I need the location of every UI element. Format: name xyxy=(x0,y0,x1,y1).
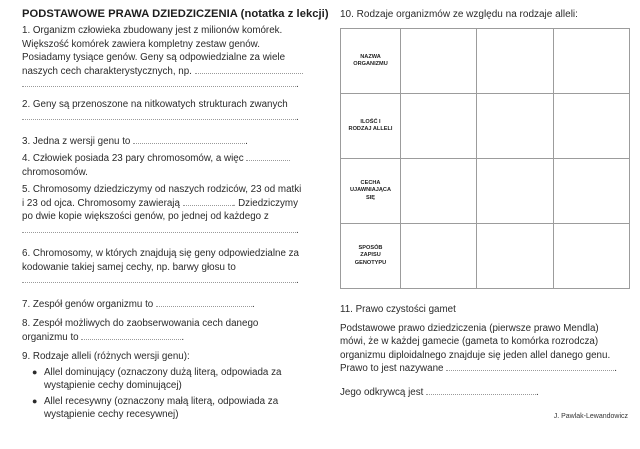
section-11-line-5-end: . xyxy=(536,386,539,398)
item-5-blank-2[interactable] xyxy=(22,224,296,233)
item-2-line-2 xyxy=(22,111,322,125)
row-header-line: RODZAJ ALLELI xyxy=(348,126,393,132)
item-1-line-4-text: naszych cech charakterystycznych, np. xyxy=(22,65,192,77)
allele-recessive xyxy=(32,395,322,422)
row-header-trait xyxy=(341,159,401,224)
table-row xyxy=(341,224,630,289)
table-cell[interactable] xyxy=(401,159,477,224)
row-header-line: SPOSÓB xyxy=(358,244,383,251)
table-cell[interactable] xyxy=(477,224,553,289)
item-1-line-5 xyxy=(22,78,322,92)
item-5-line-2-text: i 23 od ojca. Chromosomy zawierają xyxy=(22,197,180,209)
item-7 xyxy=(22,298,322,312)
item-4-line-1 xyxy=(22,152,322,166)
item-5-blank-1[interactable] xyxy=(183,197,233,206)
section-11-line-4-end: . xyxy=(614,363,617,374)
row-header-line: SIĘ xyxy=(365,194,376,201)
section-11-line-2: mówi, że w każdej gamecie (gameta to komórka rozrodcza) xyxy=(340,336,599,347)
item-6-end: . xyxy=(296,275,299,286)
item-8-line-2 xyxy=(22,331,322,345)
section-11-blank-1[interactable] xyxy=(446,362,614,371)
item-5-line-3: po dwie kopie większości genów, po jednej od każdego z xyxy=(22,211,269,222)
section-10-title: 10. Rodzaje organizmów ze względu na rodzaje alleli: xyxy=(340,9,578,20)
item-2-line-1: 2. Geny są przenoszone na nitkowatych strukturach zwanych xyxy=(22,98,288,110)
allele-dominant-line-1: Allel dominujący (oznaczony dużą literą, odpowiada za xyxy=(44,366,282,378)
section-11-line-5-text: Jego odkrywcą jest xyxy=(340,386,424,398)
item-1-blank-2[interactable] xyxy=(22,78,296,87)
item-5-line-2-end: . Dziedziczymy xyxy=(232,197,298,209)
item-2-blank[interactable] xyxy=(22,111,296,120)
item-3-blank[interactable] xyxy=(133,135,245,144)
section-11-line-4 xyxy=(340,362,630,376)
table-cell[interactable] xyxy=(553,29,629,94)
item-1-end: . xyxy=(296,79,299,90)
item-1-blank-1[interactable] xyxy=(195,65,303,74)
item-9 xyxy=(22,350,322,422)
table-cell[interactable] xyxy=(553,159,629,224)
row-header-line: ILOŚĆ I xyxy=(360,118,381,125)
item-4-line-2: chromosomów. xyxy=(22,166,88,178)
section-11-blank-2[interactable] xyxy=(426,386,536,395)
item-6 xyxy=(22,247,322,288)
item-5-line-2 xyxy=(22,197,322,211)
section-11-line-4-text: Prawo to jest nazywane xyxy=(340,363,444,374)
item-1-line-3: Posiadamy tysiące genów. Geny są odpowiedzialne za wiele xyxy=(22,52,286,63)
item-8-blank[interactable] xyxy=(81,331,181,340)
allele-list xyxy=(32,366,322,422)
item-6-blank[interactable] xyxy=(22,274,296,283)
author-signature: J. Pawlak-Lewandowicz xyxy=(553,413,628,420)
item-4 xyxy=(22,152,322,179)
table-cell[interactable] xyxy=(477,94,553,159)
table-row xyxy=(341,159,630,224)
row-header-genotype-notation xyxy=(341,224,401,289)
table-cell[interactable] xyxy=(553,94,629,159)
table-row xyxy=(341,94,630,159)
table-cell[interactable] xyxy=(553,224,629,289)
section-11 xyxy=(340,303,630,399)
item-8-end: . xyxy=(181,331,185,343)
table-cell[interactable] xyxy=(477,29,553,94)
item-8-line-2-text: organizmu to xyxy=(22,331,79,343)
table-cell[interactable] xyxy=(401,29,477,94)
item-4-blank[interactable] xyxy=(246,152,290,161)
item-1-line-4 xyxy=(22,65,322,79)
item-7-end: . xyxy=(251,298,255,310)
left-column xyxy=(22,8,329,424)
table-cell[interactable] xyxy=(401,94,477,159)
allele-dominant-line-2: wystąpienie cechy dominującej) xyxy=(44,380,182,391)
allele-dominant xyxy=(32,366,322,393)
item-5 xyxy=(22,183,322,237)
row-header-organism-name xyxy=(341,29,401,94)
allele-recessive-line-2: wystąpienie cechy recesywnej) xyxy=(44,409,179,420)
table-row xyxy=(341,29,630,94)
section-11-line-3: organizmu diploidalnego znajduje się jeden allel danego genu. xyxy=(340,349,611,361)
bullet-icon: ● xyxy=(32,366,38,377)
section-11-line-5 xyxy=(340,386,630,400)
item-3 xyxy=(22,135,322,149)
row-header-allele-count xyxy=(341,94,401,159)
item-3-text: 3. Jedna z wersji genu to xyxy=(22,135,131,147)
item-1-line-2: Większość komórek zawiera kompletny zestaw genów. xyxy=(22,38,260,50)
row-header-line: UJAWNIAJĄCA xyxy=(349,187,392,194)
item-6-line-3 xyxy=(22,274,322,288)
table-cell[interactable] xyxy=(477,159,553,224)
row-header-line: NAZWA xyxy=(360,53,381,60)
item-9-text: 9. Rodzaje alleli (różnych wersji genu): xyxy=(22,351,190,362)
item-1 xyxy=(22,24,322,92)
table-cell[interactable] xyxy=(401,224,477,289)
item-5-end: . xyxy=(296,224,299,236)
item-4-line-1-text: 4. Człowiek posiada 23 pary chromosomów, a więc xyxy=(22,153,244,164)
item-1-line-1: 1. Organizm człowieka zbudowany jest z milionów komórek. xyxy=(22,25,283,36)
section-11-title: 11. Prawo czystości gamet xyxy=(340,304,456,315)
section-11-line-1: Podstawowe prawo dziedziczenia (pierwsze prawo Mendla) xyxy=(340,322,599,334)
item-6-line-2: kodowanie takiej samej cechy, np. barwy głosu to xyxy=(22,261,236,273)
item-2-end: . xyxy=(296,112,299,123)
page-title: PODSTAWOWE PRAWA DZIEDZICZENIA (notatka z lekcji) xyxy=(22,8,329,20)
item-8 xyxy=(22,317,322,344)
right-column xyxy=(340,8,630,399)
item-5-line-1: 5. Chromosomy dziedziczymy od naszych rodziców, 23 od matki xyxy=(22,184,302,195)
row-header-line: ZAPISU xyxy=(360,252,381,259)
row-header-line: CECHA xyxy=(360,179,381,186)
item-7-text: 7. Zespół genów organizmu to xyxy=(22,298,154,310)
item-7-blank[interactable] xyxy=(156,298,252,307)
row-header-line: GENOTYPU xyxy=(354,259,387,266)
item-6-line-1: 6. Chromosomy, w których znajdują się geny odpowiedzialne za xyxy=(22,248,299,259)
item-3-end: . xyxy=(245,135,248,147)
bullet-icon: ● xyxy=(32,395,38,406)
row-header-line: ORGANIZMU xyxy=(353,61,388,67)
item-8-line-1: 8. Zespół możliwych do zaobserwowania cech danego xyxy=(22,318,259,329)
item-5-line-4 xyxy=(22,224,322,238)
item-2 xyxy=(22,98,322,125)
organism-types-table xyxy=(340,28,630,289)
allele-recessive-line-1: Allel recesywny (oznaczony małą literą, odpowiada za xyxy=(44,395,279,407)
